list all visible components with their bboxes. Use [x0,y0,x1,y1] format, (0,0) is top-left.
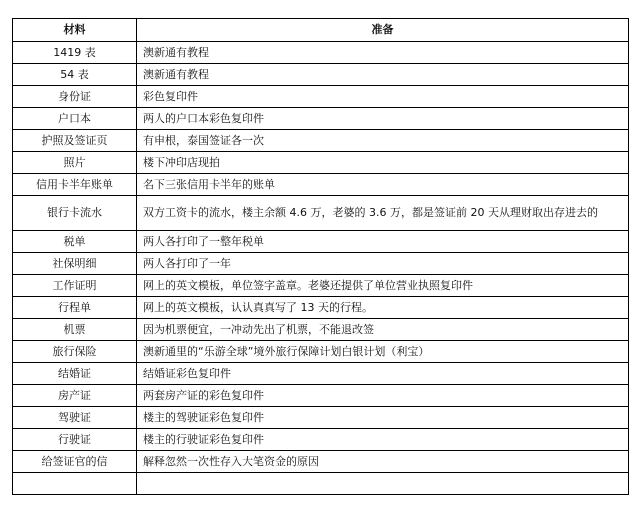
material-cell: 给签证官的信 [13,451,137,473]
table-row [13,451,629,473]
material-cell: 房产证 [13,385,137,407]
table-row [13,152,629,174]
table-row [13,385,629,407]
material-cell: 户口本 [13,108,137,130]
material-cell: 工作证明 [13,275,137,297]
preparation-cell: 两人各打印了一整年税单 [137,231,629,253]
preparation-cell: 澳新通有教程 [137,42,629,64]
column-header-material: 材料 [13,19,137,42]
material-cell: 护照及签证页 [13,130,137,152]
preparation-cell: 澳新通里的“乐游全球”境外旅行保障计划白银计划（利宝） [137,341,629,363]
table-row [13,297,629,319]
materials-table [12,18,629,495]
table-row [13,253,629,275]
table-row [13,231,629,253]
table-header-row [13,19,629,42]
material-cell [13,473,137,495]
table-row [13,174,629,196]
preparation-cell: 网上的英文模板，认认真真写了 13 天的行程。 [137,297,629,319]
preparation-cell: 楼下冲印店现拍 [137,152,629,174]
column-header-preparation: 准备 [137,19,629,42]
preparation-cell: 网上的英文模板，单位签字盖章。老婆还提供了单位营业执照复印件 [137,275,629,297]
table-row [13,363,629,385]
material-cell: 银行卡流水 [13,196,137,231]
preparation-cell: 澳新通有教程 [137,64,629,86]
table-row [13,429,629,451]
preparation-cell: 因为机票便宜，一冲动先出了机票，不能退改签 [137,319,629,341]
table-row [13,196,629,231]
preparation-cell: 名下三张信用卡半年的账单 [137,174,629,196]
table-row [13,64,629,86]
preparation-cell: 结婚证彩色复印件 [137,363,629,385]
material-cell: 社保明细 [13,253,137,275]
material-cell: 信用卡半年账单 [13,174,137,196]
preparation-cell: 两套房产证的彩色复印件 [137,385,629,407]
table-row [13,275,629,297]
table-row [13,319,629,341]
table-row [13,341,629,363]
preparation-cell: 两人的户口本彩色复印件 [137,108,629,130]
material-cell: 机票 [13,319,137,341]
material-cell: 结婚证 [13,363,137,385]
material-cell: 1419 表 [13,42,137,64]
material-cell: 照片 [13,152,137,174]
material-cell: 54 表 [13,64,137,86]
material-cell: 行程单 [13,297,137,319]
material-cell: 身份证 [13,86,137,108]
table-row [13,86,629,108]
preparation-cell: 有申根，泰国签证各一次 [137,130,629,152]
preparation-cell: 双方工资卡的流水，楼主余额 4.6 万，老婆的 3.6 万，都是签证前 20 天从理财取出存进去的 [137,196,629,231]
table-row [13,42,629,64]
table-row [13,407,629,429]
material-cell: 驾驶证 [13,407,137,429]
material-cell: 税单 [13,231,137,253]
material-cell: 旅行保险 [13,341,137,363]
preparation-cell: 楼主的驾驶证彩色复印件 [137,407,629,429]
table-row [13,130,629,152]
preparation-cell: 两人各打印了一年 [137,253,629,275]
table-row [13,108,629,130]
preparation-cell: 彩色复印件 [137,86,629,108]
preparation-cell: 解释忽然一次性存入大笔资金的原因 [137,451,629,473]
material-cell: 行驶证 [13,429,137,451]
preparation-cell: 楼主的行驶证彩色复印件 [137,429,629,451]
preparation-cell [137,473,629,495]
table-row [13,473,629,495]
